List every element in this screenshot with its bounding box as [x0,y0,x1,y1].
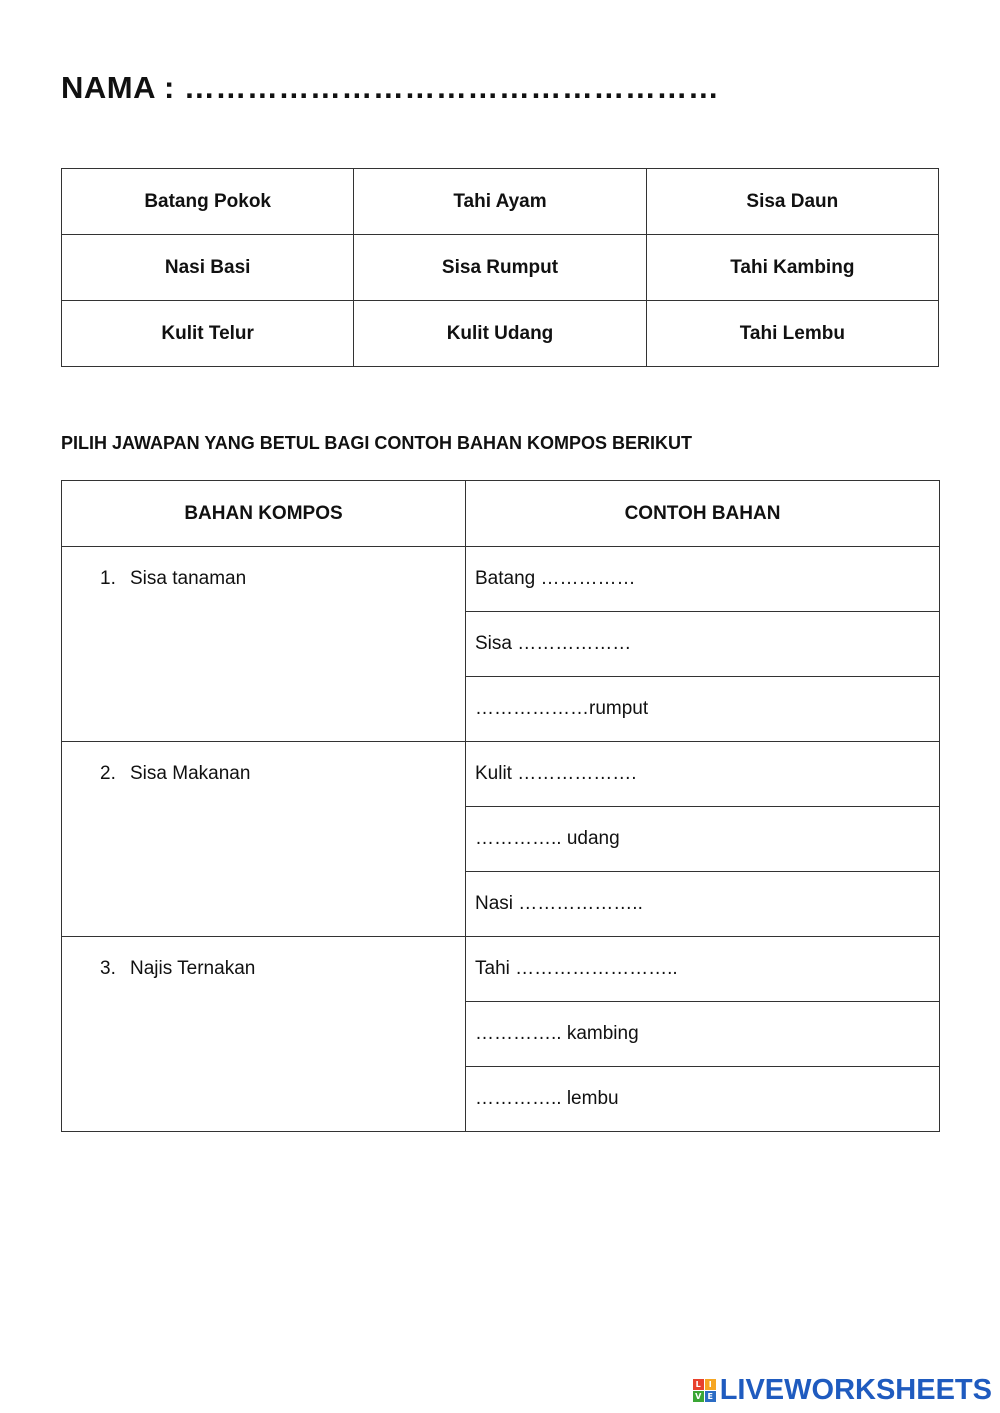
category-name: Najis Ternakan [130,958,256,979]
word-bank-cell: Nasi Basi [62,235,354,301]
header-bahan-kompos: BAHAN KOMPOS [62,481,466,547]
answer-blank[interactable]: Batang …………… [466,547,940,612]
liveworksheets-logo-icon [693,1379,716,1402]
word-bank-cell: Sisa Daun [646,169,938,235]
word-bank-row [62,301,939,367]
word-bank-cell: Sisa Rumput [354,235,646,301]
answer-blank[interactable]: ………………rumput [466,677,940,742]
name-field-label: NAMA : …………………………………………… [61,70,720,105]
word-bank-cell: Tahi Lembu [646,301,938,367]
word-bank-row [62,169,939,235]
category-cell [62,742,466,937]
answer-row [62,937,940,1002]
category-name: Sisa tanaman [130,568,247,589]
word-bank-cell: Kulit Udang [354,301,646,367]
answer-blank[interactable]: Kulit ………………. [466,742,940,807]
category-number: 1. [100,568,116,589]
category-number: 2. [100,763,116,784]
answer-table [61,480,940,1132]
header-contoh-bahan: CONTOH BAHAN [466,481,940,547]
logo-tile: L [693,1379,704,1390]
liveworksheets-wordmark: LIVEWORKSHEETS [719,1374,992,1406]
answer-blank[interactable]: Nasi ……………….. [466,872,940,937]
instruction-text: PILIH JAWAPAN YANG BETUL BAGI CONTOH BAHAN KOMPOS BERIKUT [61,433,693,453]
answer-blank[interactable]: ………….. lembu [466,1067,940,1132]
category-cell [62,547,466,742]
answer-blank[interactable]: ………….. kambing [466,1002,940,1067]
liveworksheets-branding[interactable] [693,1374,992,1407]
logo-tile: V [693,1391,704,1402]
answer-blank[interactable]: ………….. udang [466,807,940,872]
word-bank-cell: Kulit Telur [62,301,354,367]
logo-tile: I [705,1379,716,1390]
word-bank-cell: Tahi Ayam [354,169,646,235]
answer-blank[interactable]: Sisa ……………… [466,612,940,677]
answer-row [62,742,940,807]
category-name: Sisa Makanan [130,763,251,784]
word-bank-table [61,168,939,367]
word-bank-cell: Tahi Kambing [646,235,938,301]
answer-blank[interactable]: Tahi …………………….. [466,937,940,1002]
word-bank-row [62,235,939,301]
word-bank-cell: Batang Pokok [62,169,354,235]
category-cell [62,937,466,1132]
logo-tile: E [705,1391,716,1402]
answer-row [62,547,940,612]
category-number: 3. [100,958,116,979]
answer-table-header-row [62,481,940,547]
